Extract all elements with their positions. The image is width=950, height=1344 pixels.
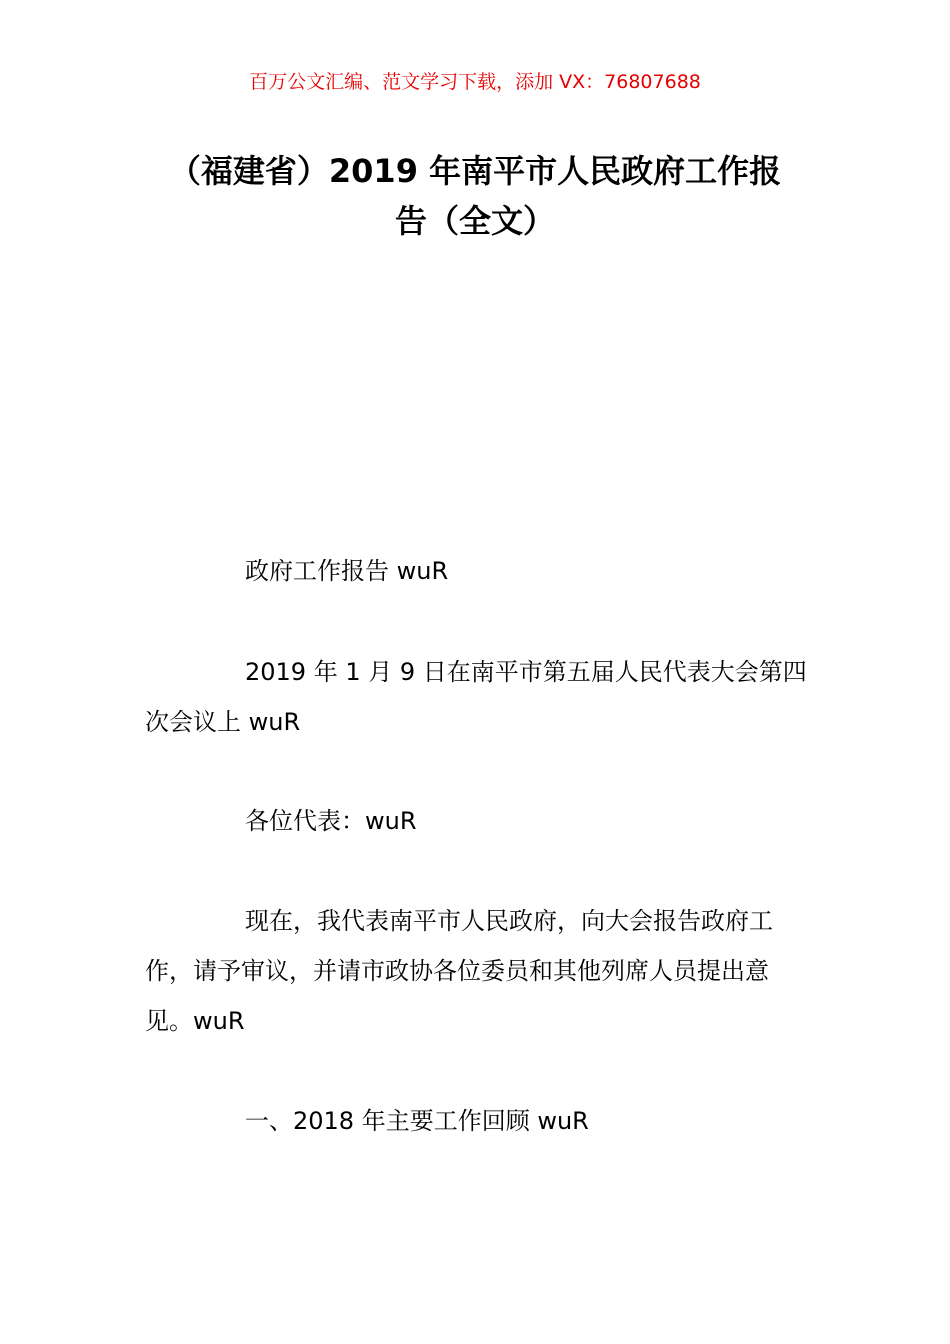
paragraph-salutation: 各位代表：wuR: [245, 807, 417, 835]
paragraph-introduction: 现在，我代表南平市人民政府，向大会报告政府工作，请予审议，并请市政协各位委员和其他列席人员提出意见。wuR: [145, 907, 773, 1035]
document-title: [145, 146, 805, 246]
paragraph-report-label: 政府工作报告 wuR: [245, 557, 449, 585]
document-title-line-1: （福建省）2019 年南平市人民政府工作报: [168, 152, 782, 190]
header-note: 百万公文汇编、范文学习下载，添加 VX：76807688: [249, 71, 701, 93]
document-title-line-2: 告（全文）: [394, 202, 555, 240]
paragraph-meeting-date: 2019 年 1 月 9 日在南平市第五届人民代表大会第四次会议上 wuR: [145, 658, 807, 736]
section-heading-review: 一、2018 年主要工作回顾 wuR: [245, 1107, 589, 1135]
